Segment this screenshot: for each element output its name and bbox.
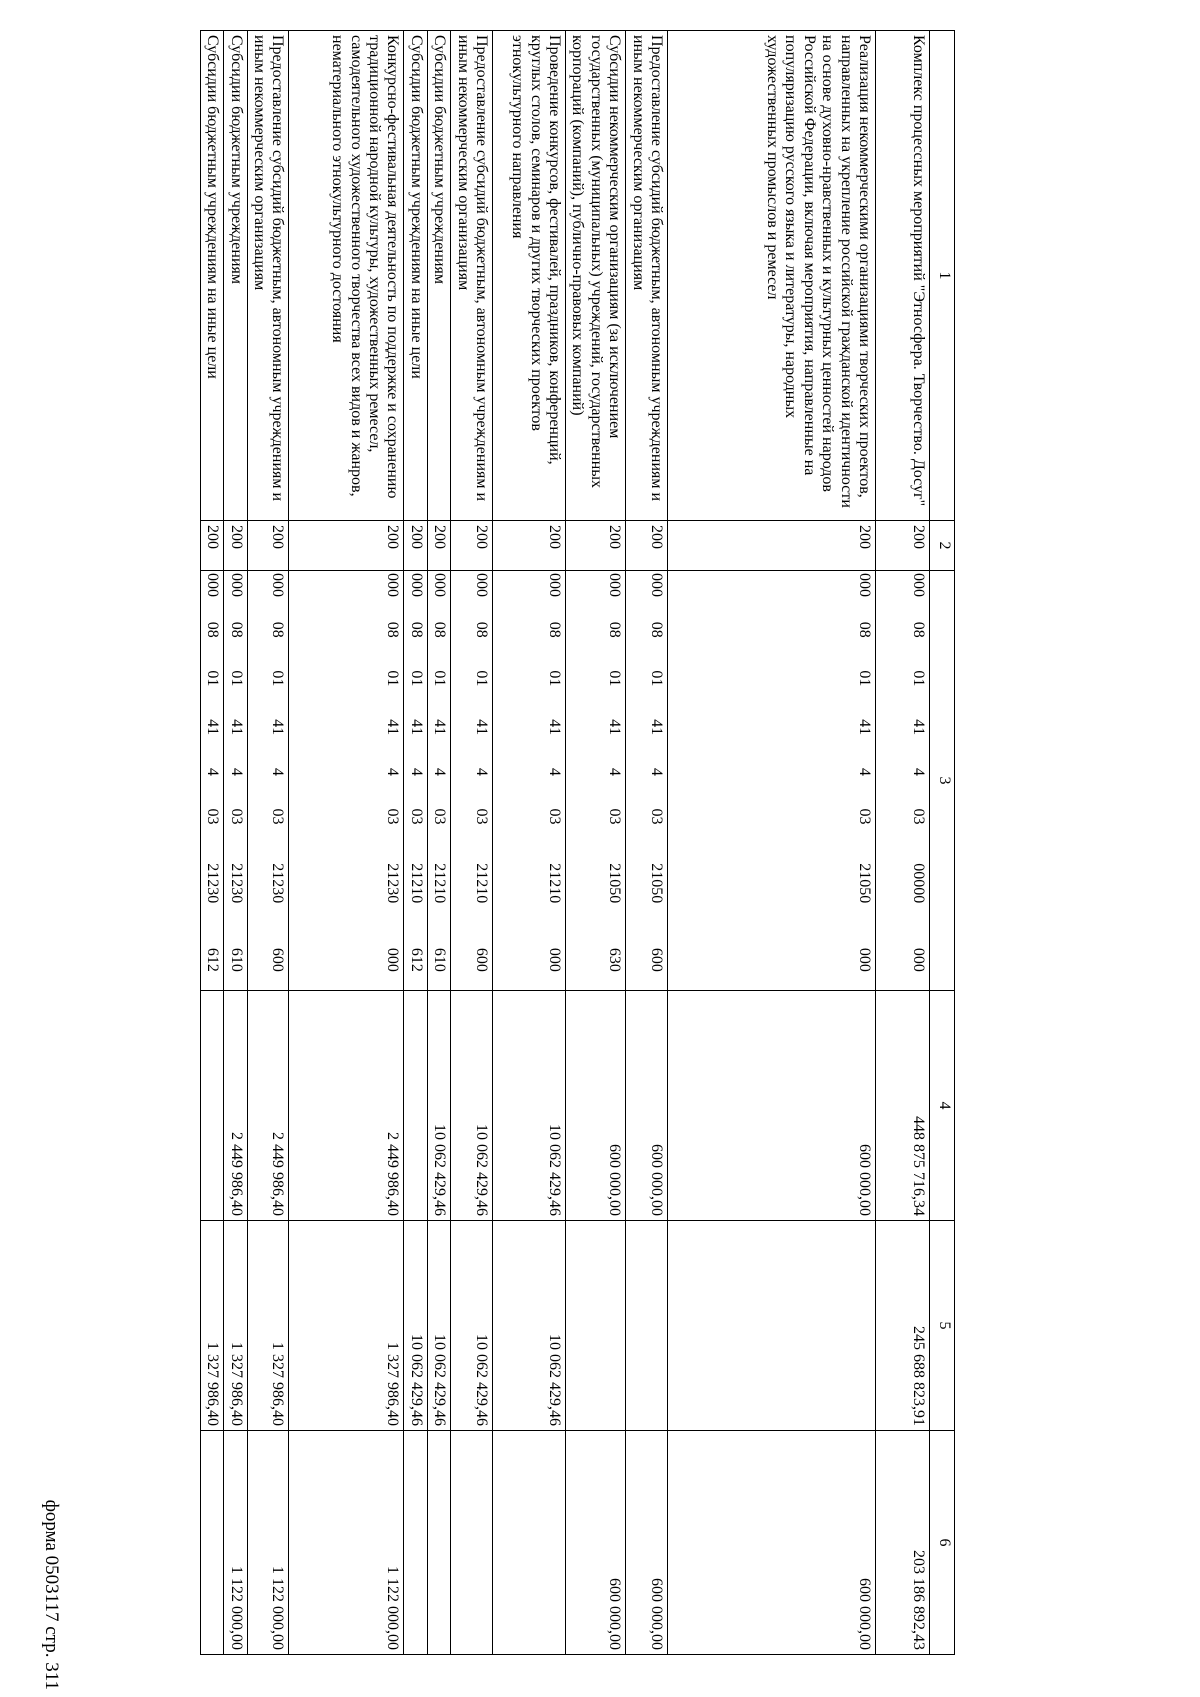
code-part: 08 xyxy=(606,621,624,638)
code-part: 08 xyxy=(431,621,449,638)
code-part: 000 xyxy=(910,573,927,597)
code-part: 01 xyxy=(546,670,564,687)
code-part: 600 xyxy=(269,947,287,972)
code-part: 4 xyxy=(856,767,873,776)
unexecuted-amount: 1 122 000,00 xyxy=(224,1431,247,1655)
budget-classification-code xyxy=(626,571,668,991)
table-row xyxy=(626,31,668,1655)
line-code: 200 xyxy=(876,521,930,571)
budget-classification-code xyxy=(493,571,566,991)
code-part: 000 xyxy=(407,573,425,597)
unexecuted-amount: 1 122 000,00 xyxy=(289,1431,404,1655)
code-part: 000 xyxy=(546,947,564,972)
code-part: 03 xyxy=(648,808,665,825)
code-part: 01 xyxy=(431,670,449,687)
approved-amount: 10 062 429,46 xyxy=(427,991,450,1221)
code-part: 08 xyxy=(546,621,564,638)
executed-amount: 1 327 986,40 xyxy=(289,1221,404,1431)
budget-classification-code xyxy=(451,571,493,991)
table-row xyxy=(668,31,876,1655)
approved-amount xyxy=(200,991,223,1221)
code-part: 21050 xyxy=(648,863,665,904)
code-part: 600 xyxy=(473,947,491,972)
column-header: 6 xyxy=(930,1431,955,1655)
column-number-row xyxy=(930,31,955,1655)
row-name: Предоставление субсидий бюджетным, автономным учреждениям и иным некоммерческим организациям xyxy=(626,31,668,521)
code-part: 000 xyxy=(384,573,402,597)
code-part: 03 xyxy=(407,808,425,825)
code-part: 03 xyxy=(204,808,222,825)
code-part: 600 xyxy=(648,947,665,972)
code-part: 41 xyxy=(384,719,402,736)
code-part: 000 xyxy=(606,573,624,597)
table-row xyxy=(224,31,247,1655)
code-part: 4 xyxy=(648,767,665,776)
column-header: 2 xyxy=(930,521,955,571)
row-name: Субсидии бюджетным учреждениям на иные цели xyxy=(404,31,427,521)
unexecuted-amount xyxy=(200,1431,223,1655)
code-part: 03 xyxy=(910,808,927,825)
code-part: 612 xyxy=(407,947,425,972)
budget-classification-code xyxy=(566,571,626,991)
column-header: 5 xyxy=(930,1221,955,1431)
code-part: 612 xyxy=(204,947,222,972)
line-code: 200 xyxy=(200,521,223,571)
code-part: 08 xyxy=(473,621,491,638)
code-part: 01 xyxy=(407,670,425,687)
budget-execution-table xyxy=(200,30,955,1655)
code-part: 03 xyxy=(606,808,624,825)
budget-classification-code xyxy=(224,571,247,991)
executed-amount xyxy=(626,1221,668,1431)
code-part: 21210 xyxy=(431,863,449,904)
column-header: 3 xyxy=(930,571,955,991)
budget-classification-code xyxy=(427,571,450,991)
code-part: 41 xyxy=(910,719,927,736)
executed-amount: 1 327 986,40 xyxy=(224,1221,247,1431)
code-part: 21210 xyxy=(473,863,491,904)
code-part: 41 xyxy=(227,719,245,736)
code-part: 000 xyxy=(431,573,449,597)
code-part: 000 xyxy=(269,573,287,597)
approved-amount: 2 449 986,40 xyxy=(247,991,289,1221)
code-part: 41 xyxy=(269,719,287,736)
code-part: 4 xyxy=(227,767,245,776)
column-header: 1 xyxy=(930,31,955,521)
code-part: 4 xyxy=(910,767,927,776)
code-part: 03 xyxy=(431,808,449,825)
table-row xyxy=(200,31,223,1655)
code-part: 00000 xyxy=(910,863,927,904)
code-part: 01 xyxy=(856,670,873,687)
executed-amount: 10 062 429,46 xyxy=(427,1221,450,1431)
executed-amount: 245 688 823,91 xyxy=(876,1221,930,1431)
column-header: 4 xyxy=(930,991,955,1221)
code-part: 000 xyxy=(384,947,402,972)
code-part: 41 xyxy=(407,719,425,736)
line-code: 200 xyxy=(566,521,626,571)
code-part: 08 xyxy=(204,621,222,638)
line-code: 200 xyxy=(427,521,450,571)
code-part: 610 xyxy=(227,947,245,972)
code-part: 03 xyxy=(856,808,873,825)
budget-classification-code xyxy=(289,571,404,991)
executed-amount: 1 327 986,40 xyxy=(200,1221,223,1431)
unexecuted-amount: 203 186 892,43 xyxy=(876,1431,930,1655)
row-name: Проведение конкурсов, фестивалей, праздников, конференций, круглых столов, семинаров и других творческих проектов этнокультурного направления xyxy=(493,31,566,521)
unexecuted-amount xyxy=(493,1431,566,1655)
code-part: 000 xyxy=(227,573,245,597)
line-code: 200 xyxy=(668,521,876,571)
unexecuted-amount: 600 000,00 xyxy=(668,1431,876,1655)
executed-amount: 1 327 986,40 xyxy=(247,1221,289,1431)
executed-amount: 10 062 429,46 xyxy=(493,1221,566,1431)
table-row xyxy=(876,31,930,1655)
code-part: 000 xyxy=(204,573,222,597)
row-name: Субсидии бюджетным учреждениям на иные цели xyxy=(200,31,223,521)
code-part: 41 xyxy=(606,719,624,736)
code-part: 08 xyxy=(269,621,287,638)
executed-amount: 10 062 429,46 xyxy=(451,1221,493,1431)
table-row xyxy=(247,31,289,1655)
budget-classification-code xyxy=(668,571,876,991)
code-part: 01 xyxy=(473,670,491,687)
code-part: 03 xyxy=(227,808,245,825)
code-part: 41 xyxy=(204,719,222,736)
line-code: 200 xyxy=(404,521,427,571)
code-part: 01 xyxy=(204,670,222,687)
code-part: 41 xyxy=(431,719,449,736)
unexecuted-amount: 600 000,00 xyxy=(626,1431,668,1655)
executed-amount: 10 062 429,46 xyxy=(404,1221,427,1431)
table-row xyxy=(493,31,566,1655)
code-part: 4 xyxy=(606,767,624,776)
budget-classification-code xyxy=(247,571,289,991)
code-part: 03 xyxy=(269,808,287,825)
unexecuted-amount xyxy=(427,1431,450,1655)
form-reference: форма 0503117 стр. 311 xyxy=(41,1499,62,1690)
unexecuted-amount: 1 122 000,00 xyxy=(247,1431,289,1655)
table-row xyxy=(404,31,427,1655)
code-part: 21230 xyxy=(227,863,245,904)
code-part: 08 xyxy=(227,621,245,638)
executed-amount xyxy=(566,1221,626,1431)
line-code: 200 xyxy=(626,521,668,571)
row-name: Предоставление субсидий бюджетным, автономным учреждениям и иным некоммерческим организациям xyxy=(451,31,493,521)
code-part: 21230 xyxy=(204,863,222,904)
code-part: 08 xyxy=(407,621,425,638)
table-row xyxy=(289,31,404,1655)
code-part: 01 xyxy=(910,670,927,687)
line-code: 200 xyxy=(451,521,493,571)
table-row xyxy=(451,31,493,1655)
code-part: 08 xyxy=(856,621,873,638)
code-part: 01 xyxy=(227,670,245,687)
code-part: 41 xyxy=(648,719,665,736)
line-code: 200 xyxy=(289,521,404,571)
approved-amount: 600 000,00 xyxy=(668,991,876,1221)
approved-amount: 600 000,00 xyxy=(626,991,668,1221)
code-part: 08 xyxy=(910,621,927,638)
code-part: 03 xyxy=(546,808,564,825)
code-part: 03 xyxy=(384,808,402,825)
code-part: 4 xyxy=(431,767,449,776)
row-name: Конкурсно-фестивальная деятельность по поддержке и сохранению традиционной народной культуры, художественных ремесел, самодеятельного художественного творчества всех видов и жанров, нематериального этнокультурного достояния xyxy=(289,31,404,521)
code-part: 01 xyxy=(606,670,624,687)
code-part: 21210 xyxy=(407,863,425,904)
approved-amount: 10 062 429,46 xyxy=(451,991,493,1221)
code-part: 4 xyxy=(473,767,491,776)
code-part: 01 xyxy=(269,670,287,687)
code-part: 4 xyxy=(407,767,425,776)
code-part: 610 xyxy=(431,947,449,972)
code-part: 4 xyxy=(546,767,564,776)
code-part: 21050 xyxy=(606,863,624,904)
budget-classification-code xyxy=(404,571,427,991)
line-code: 200 xyxy=(493,521,566,571)
approved-amount: 448 875 716,34 xyxy=(876,991,930,1221)
code-part: 21230 xyxy=(269,863,287,904)
row-name: Субсидии некоммерческим организациям (за исключением государственных (муниципальных) учреждений, государственных корпораций (компаний), публично-правовых компаний) xyxy=(566,31,626,521)
row-name: Реализация некоммерческими организациями творческих проектов, направленных на укрепление российской гражданской идентичности на основе духовно-нравственных и культурных ценностей народов Российской Федерации, включая мероприятия, направленные на популяризацию русского языка и литературы, народных художественных промыслов и ремесел xyxy=(668,31,876,521)
code-part: 41 xyxy=(546,719,564,736)
code-part: 000 xyxy=(910,947,927,972)
code-part: 01 xyxy=(384,670,402,687)
code-part: 41 xyxy=(856,719,873,736)
row-name: Комплекс процессных мероприятий "Этносфера. Творчество. Досуг" xyxy=(876,31,930,521)
code-part: 21210 xyxy=(546,863,564,904)
code-part: 000 xyxy=(546,573,564,597)
line-code: 200 xyxy=(247,521,289,571)
budget-classification-code xyxy=(876,571,930,991)
code-part: 000 xyxy=(856,573,873,597)
budget-classification-code xyxy=(200,571,223,991)
approved-amount: 600 000,00 xyxy=(566,991,626,1221)
code-part: 4 xyxy=(204,767,222,776)
table-row xyxy=(566,31,626,1655)
code-part: 000 xyxy=(473,573,491,597)
code-part: 21230 xyxy=(384,863,402,904)
code-part: 08 xyxy=(384,621,402,638)
code-part: 4 xyxy=(269,767,287,776)
approved-amount xyxy=(404,991,427,1221)
unexecuted-amount xyxy=(451,1431,493,1655)
approved-amount: 2 449 986,40 xyxy=(289,991,404,1221)
code-part: 41 xyxy=(473,719,491,736)
line-code: 200 xyxy=(224,521,247,571)
table-row xyxy=(427,31,450,1655)
code-part: 08 xyxy=(648,621,665,638)
code-part: 000 xyxy=(856,947,873,972)
code-part: 21050 xyxy=(856,863,873,904)
table-body xyxy=(200,31,929,1655)
code-part: 000 xyxy=(648,573,665,597)
approved-amount: 10 062 429,46 xyxy=(493,991,566,1221)
executed-amount xyxy=(668,1221,876,1431)
unexecuted-amount: 600 000,00 xyxy=(566,1431,626,1655)
code-part: 01 xyxy=(648,670,665,687)
unexecuted-amount xyxy=(404,1431,427,1655)
row-name: Субсидии бюджетным учреждениям xyxy=(427,31,450,521)
code-part: 630 xyxy=(606,947,624,972)
code-part: 03 xyxy=(473,808,491,825)
row-name: Субсидии бюджетным учреждениям xyxy=(224,31,247,521)
approved-amount: 2 449 986,40 xyxy=(224,991,247,1221)
row-name: Предоставление субсидий бюджетным, автономным учреждениям и иным некоммерческим организациям xyxy=(247,31,289,521)
code-part: 4 xyxy=(384,767,402,776)
